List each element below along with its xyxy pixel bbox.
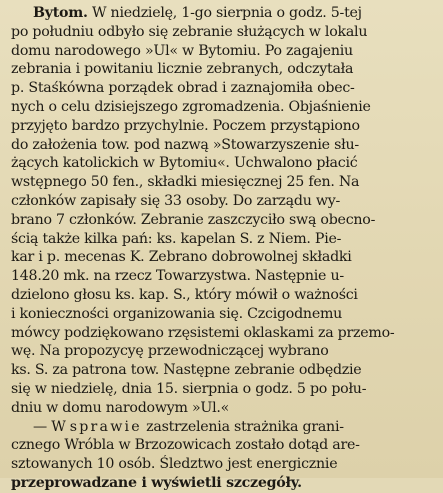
- article-line: ks. S. za patrona tow. Następne zebranie odbędzie: [11, 362, 362, 379]
- article-line: wę. Na propozycyę przewodniczącej wybrano: [11, 343, 329, 360]
- article-line: przeprowadzane i wyświetli szczegóły.: [11, 474, 302, 491]
- article-line: nych o celu dzisiejszego zgromadzenia. Objaśnienie: [11, 98, 371, 115]
- article-line: [11, 4, 437, 23]
- article-line: zebrania i powitaniu licznie zebranych, odczytała: [11, 61, 354, 78]
- article-line: domu narodowego »Ul« w Bytomiu. Po zagajeniu: [11, 42, 353, 59]
- article-text: W niedzielę, 1-go sierpnia o godz. 5-tej: [87, 5, 362, 21]
- article-line: sztowanych 10 osób. Śledztwo jest energicznie: [11, 456, 338, 473]
- article-text: zastrzelenia strażnika grani-: [141, 418, 344, 435]
- article-spaced-word: sprawie: [69, 418, 142, 435]
- article-line: kar i p. mecenas K. Zebrano dobrowolnej składki: [11, 249, 352, 266]
- article-line: po południu odbyło się zebranie służących w lokalu: [11, 23, 368, 40]
- article-line: mówcy podziękowano rzęsistemi oklaskami za przemo-: [11, 324, 395, 341]
- article-line: ścią także kilka pań: ks. kapelan S. z Niem. Pie-: [11, 230, 342, 247]
- article-line: p. Staśkówna porządek obrad i zaznajomiła obec-: [11, 80, 355, 97]
- article-line: dzielono głosu ks. kap. S., który mówił o ważności: [11, 286, 358, 303]
- news-column: [11, 4, 437, 493]
- article-location-lead: Bytom.: [33, 5, 88, 21]
- article-line: brano 7 członków. Zebranie zaszczyciło swą obecno-: [11, 211, 376, 228]
- article-line: cznego Wróbla w Brzozowicach zostało dotąd are-: [11, 437, 360, 454]
- article-line: żących katolickich w Bytomiu«. Uchwalono płacić: [11, 155, 358, 172]
- article-line: członków zapisały się 33 osoby. Do zarządu wy-: [11, 192, 341, 209]
- article-text: — W: [33, 418, 66, 435]
- article-line: przyjęto bardzo przychylnie. Poczem przystąpiono: [11, 117, 360, 134]
- article-line: się w niedzielę, dnia 15. sierpnia o godz. 5 po połu-: [11, 380, 367, 397]
- article-line: wstępnego 50 fen., składki miesięcznej 25 fen. Na: [11, 174, 360, 191]
- article-line: i konieczności organizowania się. Czcigodnemu: [11, 305, 343, 322]
- article-line: do założenia tow. pod nazwą »Stowarzyszenie słu-: [11, 136, 359, 153]
- article-line: 148.20 mk. na rzecz Towarzystwa. Następnie u-: [11, 268, 344, 285]
- article-line: dniu w domu narodowym »Ul.«: [11, 399, 230, 416]
- article-line: [11, 418, 437, 437]
